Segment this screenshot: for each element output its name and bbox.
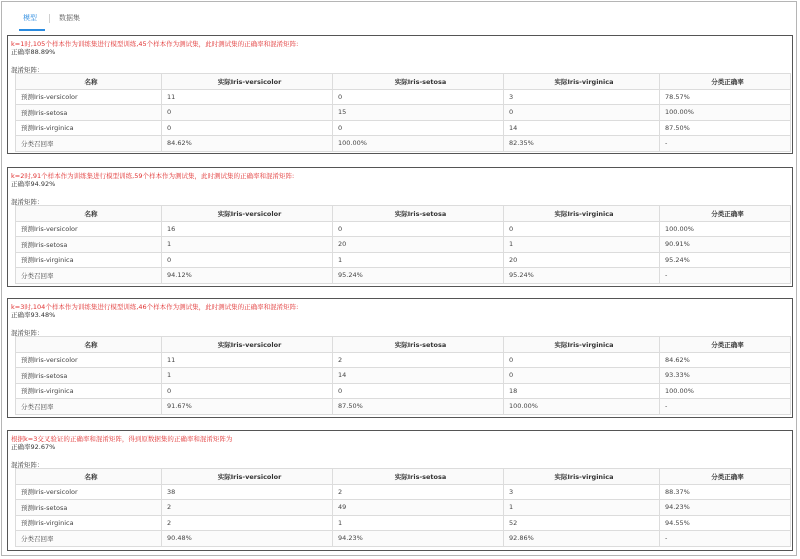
confusion-matrix-label: 混淆矩阵： bbox=[11, 198, 44, 206]
setosa-cell: 87.50% bbox=[333, 399, 504, 415]
section-description: k=1时,105个样本作为训练集进行模型训练,45个样本作为测试集，此时测试集的正确率和混淆矩阵: bbox=[11, 40, 299, 48]
virginica-cell: 0 bbox=[504, 352, 660, 368]
table-header-row bbox=[16, 337, 791, 353]
precision-cell: 94.23% bbox=[660, 500, 791, 516]
header-name: 名称 bbox=[16, 337, 162, 353]
result-section-3 bbox=[7, 298, 793, 418]
header-actual-setosa: 实际Iris-setosa bbox=[333, 206, 504, 222]
precision-cell: 90.91% bbox=[660, 237, 791, 253]
row-predicted-virginica bbox=[16, 252, 791, 268]
setosa-cell: 15 bbox=[333, 105, 504, 121]
result-section-2 bbox=[7, 167, 793, 287]
label-cell: 预测Iris-versicolor bbox=[16, 89, 162, 105]
setosa-cell: 49 bbox=[333, 500, 504, 516]
label-cell: 预测Iris-virginica bbox=[16, 120, 162, 136]
label-cell: 预测Iris-setosa bbox=[16, 105, 162, 121]
precision-cell: 93.33% bbox=[660, 368, 791, 384]
label-cell: 分类召回率 bbox=[16, 531, 162, 547]
confusion-matrix-label: 混淆矩阵： bbox=[11, 329, 44, 337]
header-actual-setosa: 实际Iris-setosa bbox=[333, 469, 504, 485]
active-tab-indicator bbox=[19, 29, 45, 31]
header-name: 名称 bbox=[16, 469, 162, 485]
label-cell: 预测Iris-setosa bbox=[16, 500, 162, 516]
precision-cell: 84.62% bbox=[660, 352, 791, 368]
versicolor-cell: 0 bbox=[162, 252, 333, 268]
row-predicted-setosa bbox=[16, 368, 791, 384]
row-recall bbox=[16, 531, 791, 547]
versicolor-cell: 0 bbox=[162, 120, 333, 136]
label-cell: 预测Iris-versicolor bbox=[16, 352, 162, 368]
accuracy-text: 正确率94.92% bbox=[11, 180, 56, 188]
header-accuracy: 分类正确率 bbox=[660, 337, 791, 353]
tab-model[interactable]: 模型 bbox=[23, 14, 37, 22]
confusion-matrix-table bbox=[15, 336, 791, 415]
versicolor-cell: 11 bbox=[162, 89, 333, 105]
setosa-cell: 14 bbox=[333, 368, 504, 384]
precision-cell: - bbox=[660, 531, 791, 547]
label-cell: 预测Iris-virginica bbox=[16, 252, 162, 268]
row-predicted-versicolor bbox=[16, 484, 791, 500]
virginica-cell: 14 bbox=[504, 120, 660, 136]
row-predicted-virginica bbox=[16, 383, 791, 399]
label-cell: 分类召回率 bbox=[16, 399, 162, 415]
virginica-cell: 20 bbox=[504, 252, 660, 268]
tab-bar bbox=[2, 2, 796, 32]
header-actual-virginica: 实际Iris-virginica bbox=[504, 469, 660, 485]
precision-cell: 78.57% bbox=[660, 89, 791, 105]
section-description: k=2时,91个样本作为训练集进行模型训练,59个样本作为测试集，此时测试集的正确率和混淆矩阵: bbox=[11, 172, 295, 180]
precision-cell: - bbox=[660, 399, 791, 415]
header-actual-virginica: 实际Iris-virginica bbox=[504, 206, 660, 222]
header-name: 名称 bbox=[16, 74, 162, 90]
versicolor-cell: 2 bbox=[162, 515, 333, 531]
versicolor-cell: 2 bbox=[162, 500, 333, 516]
setosa-cell: 0 bbox=[333, 89, 504, 105]
precision-cell: 95.24% bbox=[660, 252, 791, 268]
row-predicted-setosa bbox=[16, 237, 791, 253]
row-predicted-setosa bbox=[16, 500, 791, 516]
confusion-matrix-table bbox=[15, 205, 791, 284]
row-predicted-setosa bbox=[16, 105, 791, 121]
header-actual-virginica: 实际Iris-virginica bbox=[504, 337, 660, 353]
virginica-cell: 1 bbox=[504, 237, 660, 253]
tab-divider bbox=[49, 14, 50, 23]
header-actual-setosa: 实际Iris-setosa bbox=[333, 337, 504, 353]
setosa-cell: 2 bbox=[333, 352, 504, 368]
virginica-cell: 0 bbox=[504, 105, 660, 121]
label-cell: 预测Iris-setosa bbox=[16, 368, 162, 384]
table-header-row bbox=[16, 469, 791, 485]
versicolor-cell: 91.67% bbox=[162, 399, 333, 415]
precision-cell: 100.00% bbox=[660, 105, 791, 121]
row-recall bbox=[16, 399, 791, 415]
virginica-cell: 3 bbox=[504, 89, 660, 105]
row-predicted-virginica bbox=[16, 515, 791, 531]
confusion-matrix-table bbox=[15, 468, 791, 547]
header-actual-versicolor: 实际Iris-versicolor bbox=[162, 337, 333, 353]
label-cell: 预测Iris-versicolor bbox=[16, 221, 162, 237]
setosa-cell: 94.23% bbox=[333, 531, 504, 547]
row-predicted-versicolor bbox=[16, 221, 791, 237]
virginica-cell: 1 bbox=[504, 500, 660, 516]
versicolor-cell: 16 bbox=[162, 221, 333, 237]
result-section-1 bbox=[7, 35, 793, 154]
versicolor-cell: 11 bbox=[162, 352, 333, 368]
versicolor-cell: 90.48% bbox=[162, 531, 333, 547]
precision-cell: 87.50% bbox=[660, 120, 791, 136]
label-cell: 预测Iris-setosa bbox=[16, 237, 162, 253]
header-actual-versicolor: 实际Iris-versicolor bbox=[162, 469, 333, 485]
header-name: 名称 bbox=[16, 206, 162, 222]
confusion-matrix-label: 混淆矩阵： bbox=[11, 66, 44, 74]
versicolor-cell: 0 bbox=[162, 105, 333, 121]
precision-cell: 94.55% bbox=[660, 515, 791, 531]
label-cell: 分类召回率 bbox=[16, 136, 162, 152]
section-description: k=3时,104个样本作为训练集进行模型训练,46个样本作为测试集，此时测试集的正确率和混淆矩阵: bbox=[11, 303, 299, 311]
precision-cell: 100.00% bbox=[660, 383, 791, 399]
label-cell: 预测Iris-virginica bbox=[16, 515, 162, 531]
label-cell: 预测Iris-virginica bbox=[16, 383, 162, 399]
confusion-matrix-table bbox=[15, 73, 791, 152]
precision-cell: - bbox=[660, 136, 791, 152]
versicolor-cell: 84.62% bbox=[162, 136, 333, 152]
precision-cell: 100.00% bbox=[660, 221, 791, 237]
precision-cell: - bbox=[660, 268, 791, 284]
virginica-cell: 3 bbox=[504, 484, 660, 500]
accuracy-text: 正确率88.89% bbox=[11, 48, 56, 56]
versicolor-cell: 1 bbox=[162, 237, 333, 253]
row-recall bbox=[16, 136, 791, 152]
virginica-cell: 92.86% bbox=[504, 531, 660, 547]
setosa-cell: 100.00% bbox=[333, 136, 504, 152]
virginica-cell: 100.00% bbox=[504, 399, 660, 415]
versicolor-cell: 0 bbox=[162, 383, 333, 399]
accuracy-text: 正确率93.48% bbox=[11, 311, 56, 319]
header-actual-virginica: 实际Iris-virginica bbox=[504, 74, 660, 90]
section-description: 根据k=3交叉验证的正确率和混淆矩阵，得到原数据集的正确率和混淆矩阵为 bbox=[11, 435, 233, 443]
label-cell: 预测Iris-versicolor bbox=[16, 484, 162, 500]
confusion-matrix-label: 混淆矩阵： bbox=[11, 461, 44, 469]
virginica-cell: 0 bbox=[504, 368, 660, 384]
virginica-cell: 18 bbox=[504, 383, 660, 399]
precision-cell: 88.37% bbox=[660, 484, 791, 500]
header-accuracy: 分类正确率 bbox=[660, 74, 791, 90]
header-accuracy: 分类正确率 bbox=[660, 469, 791, 485]
virginica-cell: 95.24% bbox=[504, 268, 660, 284]
header-actual-versicolor: 实际Iris-versicolor bbox=[162, 206, 333, 222]
setosa-cell: 95.24% bbox=[333, 268, 504, 284]
tab-dataset[interactable]: 数据集 bbox=[59, 14, 80, 22]
setosa-cell: 0 bbox=[333, 120, 504, 136]
row-predicted-versicolor bbox=[16, 89, 791, 105]
label-cell: 分类召回率 bbox=[16, 268, 162, 284]
row-recall bbox=[16, 268, 791, 284]
setosa-cell: 0 bbox=[333, 383, 504, 399]
versicolor-cell: 1 bbox=[162, 368, 333, 384]
row-predicted-virginica bbox=[16, 120, 791, 136]
setosa-cell: 0 bbox=[333, 221, 504, 237]
virginica-cell: 0 bbox=[504, 221, 660, 237]
row-predicted-versicolor bbox=[16, 352, 791, 368]
setosa-cell: 1 bbox=[333, 515, 504, 531]
setosa-cell: 20 bbox=[333, 237, 504, 253]
versicolor-cell: 94.12% bbox=[162, 268, 333, 284]
accuracy-text: 正确率92.67% bbox=[11, 443, 56, 451]
versicolor-cell: 38 bbox=[162, 484, 333, 500]
header-actual-versicolor: 实际Iris-versicolor bbox=[162, 74, 333, 90]
header-accuracy: 分类正确率 bbox=[660, 206, 791, 222]
result-section-4 bbox=[7, 430, 793, 551]
table-header-row bbox=[16, 74, 791, 90]
header-actual-setosa: 实际Iris-setosa bbox=[333, 74, 504, 90]
setosa-cell: 1 bbox=[333, 252, 504, 268]
virginica-cell: 52 bbox=[504, 515, 660, 531]
virginica-cell: 82.35% bbox=[504, 136, 660, 152]
setosa-cell: 2 bbox=[333, 484, 504, 500]
table-header-row bbox=[16, 206, 791, 222]
